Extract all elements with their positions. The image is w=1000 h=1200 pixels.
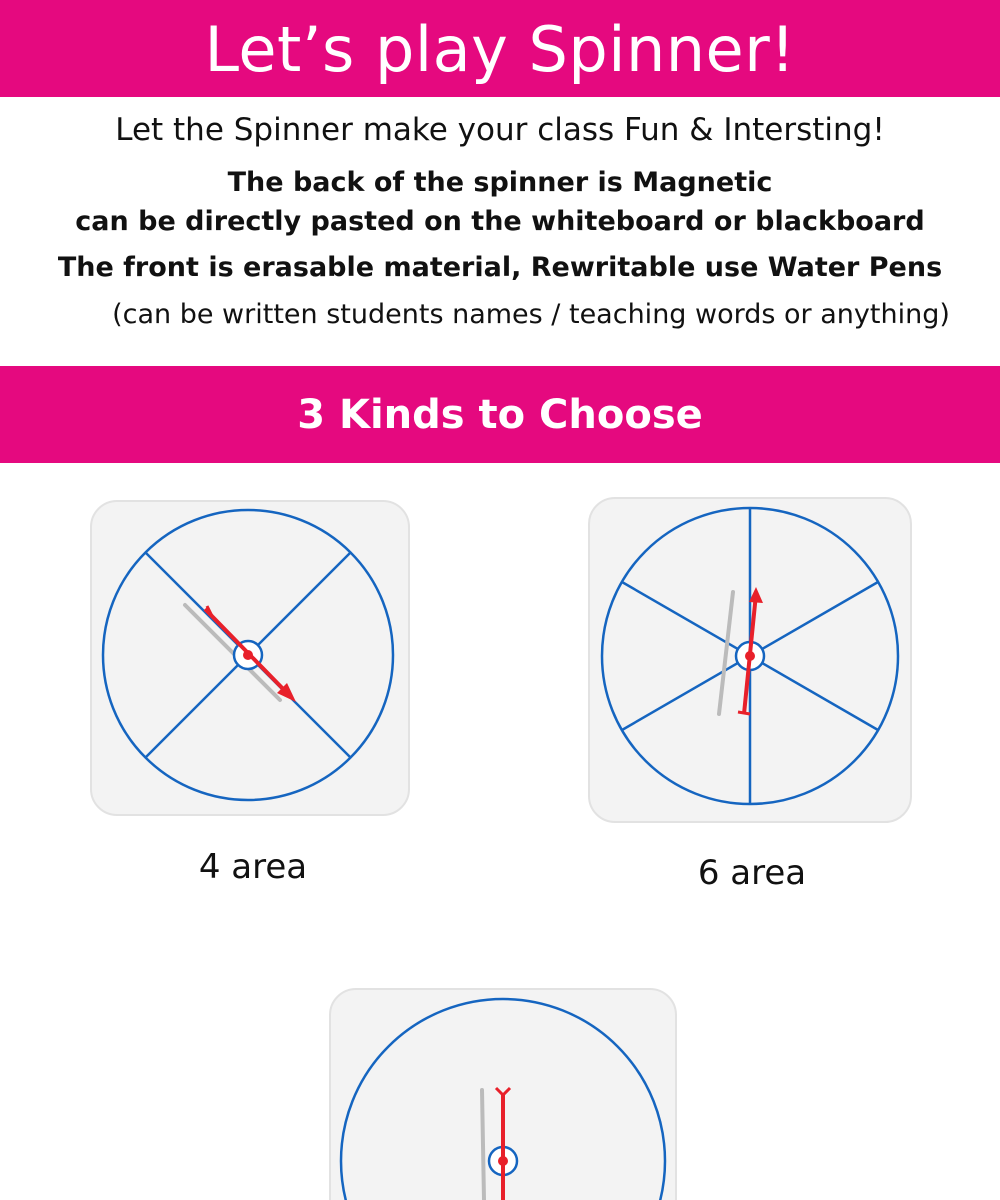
- usage-note: (can be written students names / teaching words or anything): [112, 299, 950, 330]
- section-title: 3 Kinds to Choose: [297, 391, 703, 438]
- feature-whiteboard: can be directly pasted on the whiteboard or blackboard: [75, 206, 925, 237]
- title-banner: [0, 0, 1000, 97]
- spinner-6-area-image: [583, 492, 918, 827]
- intro-headline: Let the Spinner make your class Fun & Intersting!: [115, 112, 885, 148]
- spinner-blank-image: [326, 985, 682, 1200]
- section-banner: [0, 366, 1000, 463]
- feature-erasable: The front is erasable material, Rewritable use Water Pens: [57, 252, 943, 283]
- caption-4-area: 4 area: [198, 847, 308, 887]
- page-title: Let’s play Spinner!: [204, 13, 796, 86]
- spinner-4-area-image: [85, 495, 415, 825]
- feature-magnetic: The back of the spinner is Magnetic: [227, 167, 773, 198]
- caption-6-area: 6 area: [697, 853, 807, 893]
